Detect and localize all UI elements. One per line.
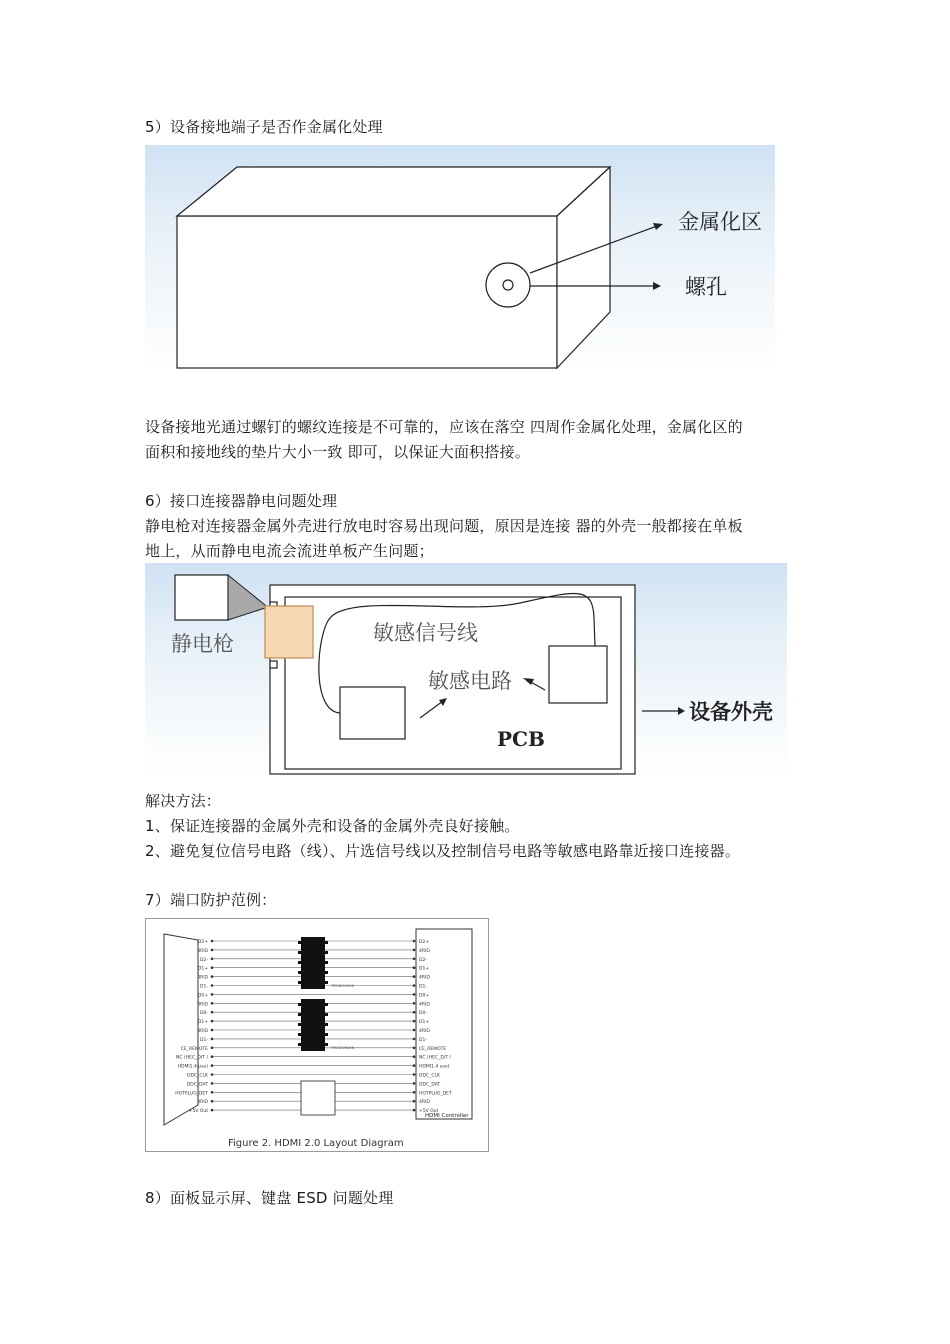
tvs-chip — [301, 937, 325, 989]
hdmi-right-pin-label: D0- — [419, 1011, 427, 1017]
tvs-chip-pin — [325, 961, 328, 964]
hdmi-layout-figure — [145, 918, 489, 1152]
tvs-chip-pin — [325, 1033, 328, 1036]
tvs-chip-pin — [298, 1003, 301, 1006]
hdmi-left-pin-label: D0+ — [197, 993, 208, 999]
hdmi-right-pin-label: 4RID — [419, 975, 430, 981]
hdmi-controller-label: HDMI Controller — [425, 1113, 469, 1119]
hdmi-right-pin-label: D1+ — [419, 966, 430, 972]
hdmi-left-pin-label: DDC_CLK — [187, 1073, 208, 1079]
sensitive-circuit-label: 敏感电路 — [428, 669, 512, 693]
hdmi-left-pin-dot — [211, 1100, 214, 1103]
tvs-chip-pin — [325, 1003, 328, 1006]
section8-heading: 8）面板显示屏、键盘 ESD 问题处理 — [145, 1189, 394, 1207]
hdmi-right-pin-dot — [413, 958, 416, 961]
hdmi-right-pin-dot — [413, 940, 416, 943]
hdmi-right-pin-dot — [413, 1020, 416, 1023]
hdmi-left-pin-label: DDC_DAT — [186, 1082, 208, 1088]
tvs-chip-pin — [298, 941, 301, 944]
esd-gun-label: 静电枪 — [171, 632, 234, 656]
hdmi-left-pin-label: D1- — [200, 984, 208, 990]
hdmi-left-pin-label: 4RID — [197, 948, 208, 954]
tvs-chip-pin — [325, 1023, 328, 1026]
hdmi-right-pin-label: NC (HEC_D/T / — [419, 1055, 451, 1061]
hdmi-left-pin-dot — [211, 1020, 214, 1023]
hdmi-left-pin-label: D2- — [200, 957, 208, 963]
hdmi-left-pin-label: D1+ — [197, 966, 208, 972]
tvs-chip-pin — [298, 971, 301, 974]
hdmi-right-pin-label: D1+ — [419, 1020, 430, 1026]
hdmi-right-pin-dot — [413, 1029, 416, 1032]
hdmi-left-pin-label: D1- — [200, 1037, 208, 1043]
hdmi-left-pin-dot — [211, 958, 214, 961]
hdmi-right-pin-dot — [413, 1047, 416, 1050]
hdmi-right-pin-dot — [413, 1091, 416, 1094]
hdmi-right-pin-label: CE_REMOTE — [419, 1046, 447, 1052]
hdmi-left-pin-label: 4RID — [197, 975, 208, 981]
hdmi-left-pin-label: NC (HEC_D/T / — [176, 1055, 208, 1061]
hdmi-left-pin-dot — [211, 1082, 214, 1085]
hdmi-left-pin-label: D2+ — [197, 940, 208, 945]
tvs-chip — [301, 999, 325, 1051]
hdmi-left-pin-dot — [211, 1047, 214, 1050]
tvs-chip-pin — [298, 1023, 301, 1026]
ground-terminal-figure — [145, 145, 775, 373]
section6-para-line1: 静电枪对连接器金属外壳进行放电时容易出现问题，原因是连接 器的外壳一般都接在单板 — [145, 517, 743, 535]
hdmi-left-pin-dot — [211, 1091, 214, 1094]
tvs-chip-pin — [298, 1043, 301, 1046]
hdmi-left-pin-dot — [211, 1011, 214, 1014]
hdmi-right-pin-label: D1- — [419, 1037, 427, 1043]
section5-heading: 5）设备接地端子是否作金属化处理 — [145, 118, 383, 136]
hdmi-left-pin-label: 4RID — [197, 1029, 208, 1034]
hdmi-left-pin-dot — [211, 966, 214, 969]
hdmi-left-pin-label: HOTPLUG_DET — [175, 1091, 208, 1097]
hdmi-right-pin-label: 4RID — [419, 1002, 430, 1008]
hdmi-right-pin-dot — [413, 966, 416, 969]
tvs-chip-pin — [298, 1013, 301, 1016]
hdmi-right-pin-dot — [413, 975, 416, 978]
hdmi-right-pin-dot — [413, 1002, 416, 1005]
hdmi-left-pin-dot — [211, 1002, 214, 1005]
hdmi-left-pin-label: CE_REMOTE — [180, 1046, 208, 1052]
hdmi-right-pin-label: D2- — [419, 957, 427, 963]
hdmi-left-pin-dot — [211, 940, 214, 943]
solution-title: 解决方法： — [145, 792, 222, 810]
hdmi-right-pin-dot — [413, 1038, 416, 1041]
section5-para-line2: 面积和接地线的垫片大小一致 即可，以保证大面积搭接。 — [145, 443, 530, 461]
tvs-chip-pin — [325, 1013, 328, 1016]
tvs-chip-pin — [325, 951, 328, 954]
hdmi-left-pin-dot — [211, 1073, 214, 1076]
hdmi-left-pin-dot — [211, 949, 214, 952]
hdmi-right-pin-label: DDC_DAT — [419, 1082, 441, 1088]
metal-zone-label: 金属化区 — [678, 210, 762, 234]
connector-esd-figure — [145, 563, 787, 776]
hdmi-right-pin-dot — [413, 1011, 416, 1014]
hdmi-right-pin-label: DDC_CLK — [419, 1073, 440, 1079]
tvs-chip-pin — [325, 941, 328, 944]
hdmi-right-pin-dot — [413, 993, 416, 996]
sensitive-line-label: 敏感信号线 — [373, 621, 478, 645]
hdmi-right-pin-label: +5V Out — [419, 1109, 439, 1115]
hdmi-left-pin-dot — [211, 1038, 214, 1041]
hdmi-left-pin-dot — [211, 1109, 214, 1112]
tvs-chip-pin — [298, 951, 301, 954]
hdmi-right-pin-dot — [413, 1055, 416, 1058]
hdmi-right-pin-dot — [413, 949, 416, 952]
hdmi-left-pin-label: D0- — [200, 1011, 208, 1017]
tvs-chip-label: TPD4E05U06 — [331, 984, 354, 988]
tvs-chip-pin — [325, 971, 328, 974]
hdmi-right-pin-dot — [413, 1100, 416, 1103]
hdmi-right-pin-label: D0+ — [419, 993, 430, 999]
hdmi-left-pin-dot — [211, 975, 214, 978]
hdmi-right-pin-dot — [413, 1064, 416, 1067]
enclosure-label: 设备外壳 — [689, 700, 773, 724]
hdmi-left-pin-label: 4RID — [197, 1100, 208, 1106]
hdmi-left-pin-label: 4RID — [197, 1002, 208, 1008]
hdmi-left-pin-dot — [211, 993, 214, 996]
hdmi-left-pin-label: D1+ — [197, 1020, 208, 1026]
screw-hole-label: 螺孔 — [685, 275, 727, 299]
hdmi-right-pin-label: 4RID — [419, 1100, 430, 1106]
hdmi-left-pin-dot — [211, 1029, 214, 1032]
hdmi-right-pin-dot — [413, 984, 416, 987]
tvs-chip-pin — [298, 1033, 301, 1036]
tvs-chip-pin — [325, 981, 328, 984]
section5-para-line1: 设备接地光通过螺钉的螺纹连接是不可靠的，应该在落空 四周作金属化处理，金属化区的 — [145, 418, 743, 436]
hdmi-right-pin-label: HOTPLUG_DET — [419, 1091, 452, 1097]
section7-heading: 7）端口防护范例： — [145, 891, 277, 909]
hdmi-right-pin-label: HDMI1.4 use) — [419, 1064, 450, 1070]
section6-heading: 6）接口连接器静电问题处理 — [145, 492, 338, 510]
hdmi-right-pin-label: D2+ — [419, 940, 430, 945]
hdmi-right-pin-label: 4RID — [419, 1029, 430, 1034]
hdmi-left-pin-dot — [211, 1055, 214, 1058]
hdmi-figure-caption: Figure 2. HDMI 2.0 Layout Diagram — [228, 1138, 404, 1149]
hdmi-right-pin-label: D1- — [419, 984, 427, 990]
hdmi-left-pin-dot — [211, 1064, 214, 1067]
pcb-label: PCB — [497, 727, 545, 751]
tvs-chip-pin — [298, 981, 301, 984]
hdmi-right-pin-dot — [413, 1109, 416, 1112]
tvs-chip-pin — [298, 961, 301, 964]
tvs-chip-label: TPD4E05U06 — [331, 1046, 354, 1050]
solution-item-1: 1、保证连接器的金属外壳和设备的金属外壳良好接触。 — [145, 817, 520, 835]
hdmi-left-pin-label: +5V Out — [188, 1109, 208, 1115]
hdmi-right-pin-dot — [413, 1073, 416, 1076]
hdmi-left-pin-dot — [211, 984, 214, 987]
tvs-chip-pin — [325, 1043, 328, 1046]
hdmi-left-pin-label: HDMI1.4 use) — [177, 1064, 208, 1070]
section6-para-line2: 地上，从而静电电流会流进单板产生问题； — [145, 542, 434, 560]
hdmi-right-pin-dot — [413, 1082, 416, 1085]
hdmi-right-pin-label: 4RID — [419, 948, 430, 954]
solution-item-2: 2、避免复位信号电路（线）、片选信号线以及控制信号电路等敏感电路靠近接口连接器。 — [145, 842, 741, 860]
